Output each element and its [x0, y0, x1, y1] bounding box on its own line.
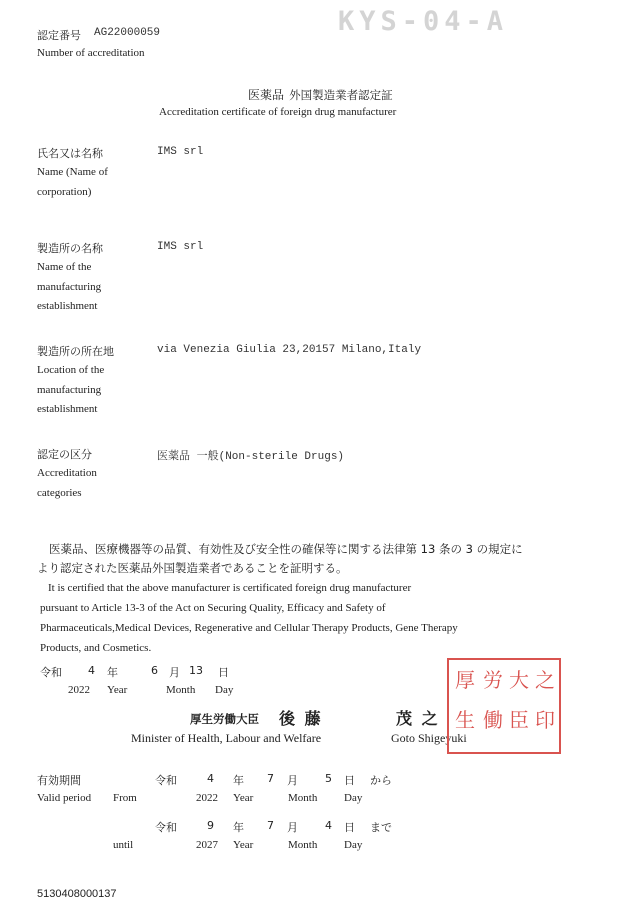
statement-en-line-1: It is certified that the above manufacturer is certificated foreign drug manufacturer	[48, 582, 412, 594]
until-day-kanji: 日	[344, 821, 355, 834]
issue-era-year: 4	[88, 664, 95, 677]
seal-char: 印	[535, 708, 555, 732]
accreditation-number-label-en: Number of accreditation	[37, 47, 145, 59]
minister-name-jp-given: 茂 之	[396, 709, 440, 728]
until-month: 7	[267, 819, 274, 832]
accreditation-number-label-jp: 認定番号	[37, 29, 81, 42]
issue-month-kanji: 月	[169, 666, 180, 679]
from-western-year: 2022	[196, 792, 218, 804]
field-location-label-jp: 製造所の所在地	[37, 345, 114, 358]
from-year-kanji: 年	[233, 774, 244, 787]
field-name-label-jp: 氏名又は名称	[37, 147, 103, 160]
from-month-en: Month	[288, 792, 318, 804]
from-day-en: Day	[344, 792, 363, 804]
seal-char: 臣	[509, 708, 529, 732]
from-month-kanji: 月	[287, 774, 298, 787]
seal-char: 大	[509, 668, 529, 692]
field-name-label-en: Name (Name of corporation)	[37, 166, 108, 198]
from-month: 7	[267, 772, 274, 785]
issue-year-kanji: 年	[107, 666, 118, 679]
from-suffix: から	[370, 774, 392, 787]
until-month-en: Month	[288, 839, 318, 851]
field-name-value: IMS srl	[157, 146, 204, 158]
field-location-value: via Venezia Giulia 23,20157 Milano,Italy	[157, 344, 422, 356]
title-jp-rest: 外国製造業者認定証	[289, 88, 393, 102]
title-jp-main: 医薬品	[248, 88, 285, 102]
field-categories-label-en: Accreditation categories	[37, 467, 97, 499]
field-establishment-name-label-jp: 製造所の名称	[37, 242, 103, 255]
field-establishment-name-label-en: Name of the manufacturing establishment	[37, 261, 102, 312]
minister-name-en: Goto Shigeyuki	[391, 731, 467, 745]
field-establishment-name-value: IMS srl	[157, 241, 204, 253]
until-day-en: Day	[344, 839, 363, 851]
validity-label-jp: 有効期間	[37, 774, 81, 787]
issue-western-year: 2022	[68, 684, 90, 696]
until-year-kanji: 年	[233, 821, 244, 834]
accreditation-number-value: AG22000059	[94, 27, 161, 39]
validity-label-en: Valid period	[37, 792, 92, 804]
seal-char: 生	[455, 708, 475, 732]
certificate-title-en: Accreditation certificate of foreign drug manufacturer	[159, 106, 397, 118]
field-location-label-en: Location of the manufacturing establishment	[37, 364, 105, 415]
until-year-en: Year	[233, 839, 254, 851]
field-categories-value: 医薬品 一般(Non-sterile Drugs)	[157, 451, 345, 463]
validity-from-label: From	[113, 792, 137, 804]
seal-char: 之	[535, 668, 555, 692]
field-categories-label-jp: 認定の区分	[37, 448, 92, 461]
seal-char: 厚	[455, 668, 475, 692]
issue-month: 6	[151, 664, 158, 677]
statement-en-line-3: Pharmaceuticals,Medical Devices, Regenerative and Cellular Therapy Products, Gene Therapy	[40, 622, 458, 634]
validity-until-label: until	[113, 839, 134, 851]
from-day-kanji: 日	[344, 774, 355, 787]
issue-year-en: Year	[107, 684, 128, 696]
perforation-stamp: KYS-04-A	[338, 6, 509, 37]
issue-era: 令和	[40, 666, 62, 679]
until-western-year: 2027	[196, 839, 218, 851]
until-month-kanji: 月	[287, 821, 298, 834]
certificate-title-jp	[248, 84, 393, 103]
official-seal	[447, 658, 561, 754]
issue-day-kanji: 日	[218, 666, 229, 679]
until-era: 令和	[155, 821, 177, 834]
minister-title-jp: 厚生労働大臣	[190, 712, 259, 726]
statement-en-line-4: Products, and Cosmetics.	[40, 642, 152, 654]
from-era-year: 4	[207, 772, 214, 785]
issue-month-en: Month	[166, 684, 196, 696]
seal-char: 労	[483, 668, 503, 692]
seal-char: 働	[483, 708, 503, 732]
from-era: 令和	[155, 774, 177, 787]
issue-day: 13	[189, 664, 203, 677]
from-year-en: Year	[233, 792, 254, 804]
statement-jp-line-1: 医薬品、医療機器等の品質、有効性及び安全性の確保等に関する法律第 13 条の 3 の規定に	[49, 542, 523, 556]
until-suffix: まで	[370, 821, 392, 834]
minister-name-jp-family: 後 藤	[279, 709, 323, 728]
document-serial-number: 5130408000137	[37, 888, 117, 900]
from-day: 5	[325, 772, 332, 785]
issue-day-en: Day	[215, 684, 234, 696]
minister-title-en: Minister of Health, Labour and Welfare	[131, 731, 322, 745]
statement-en-line-2: pursuant to Article 13-3 of the Act on Securing Quality, Efficacy and Safety of	[40, 602, 386, 614]
until-day: 4	[325, 819, 332, 832]
statement-jp-line-2: より認定された医薬品外国製造業者であることを証明する。	[37, 561, 348, 575]
until-era-year: 9	[207, 819, 214, 832]
